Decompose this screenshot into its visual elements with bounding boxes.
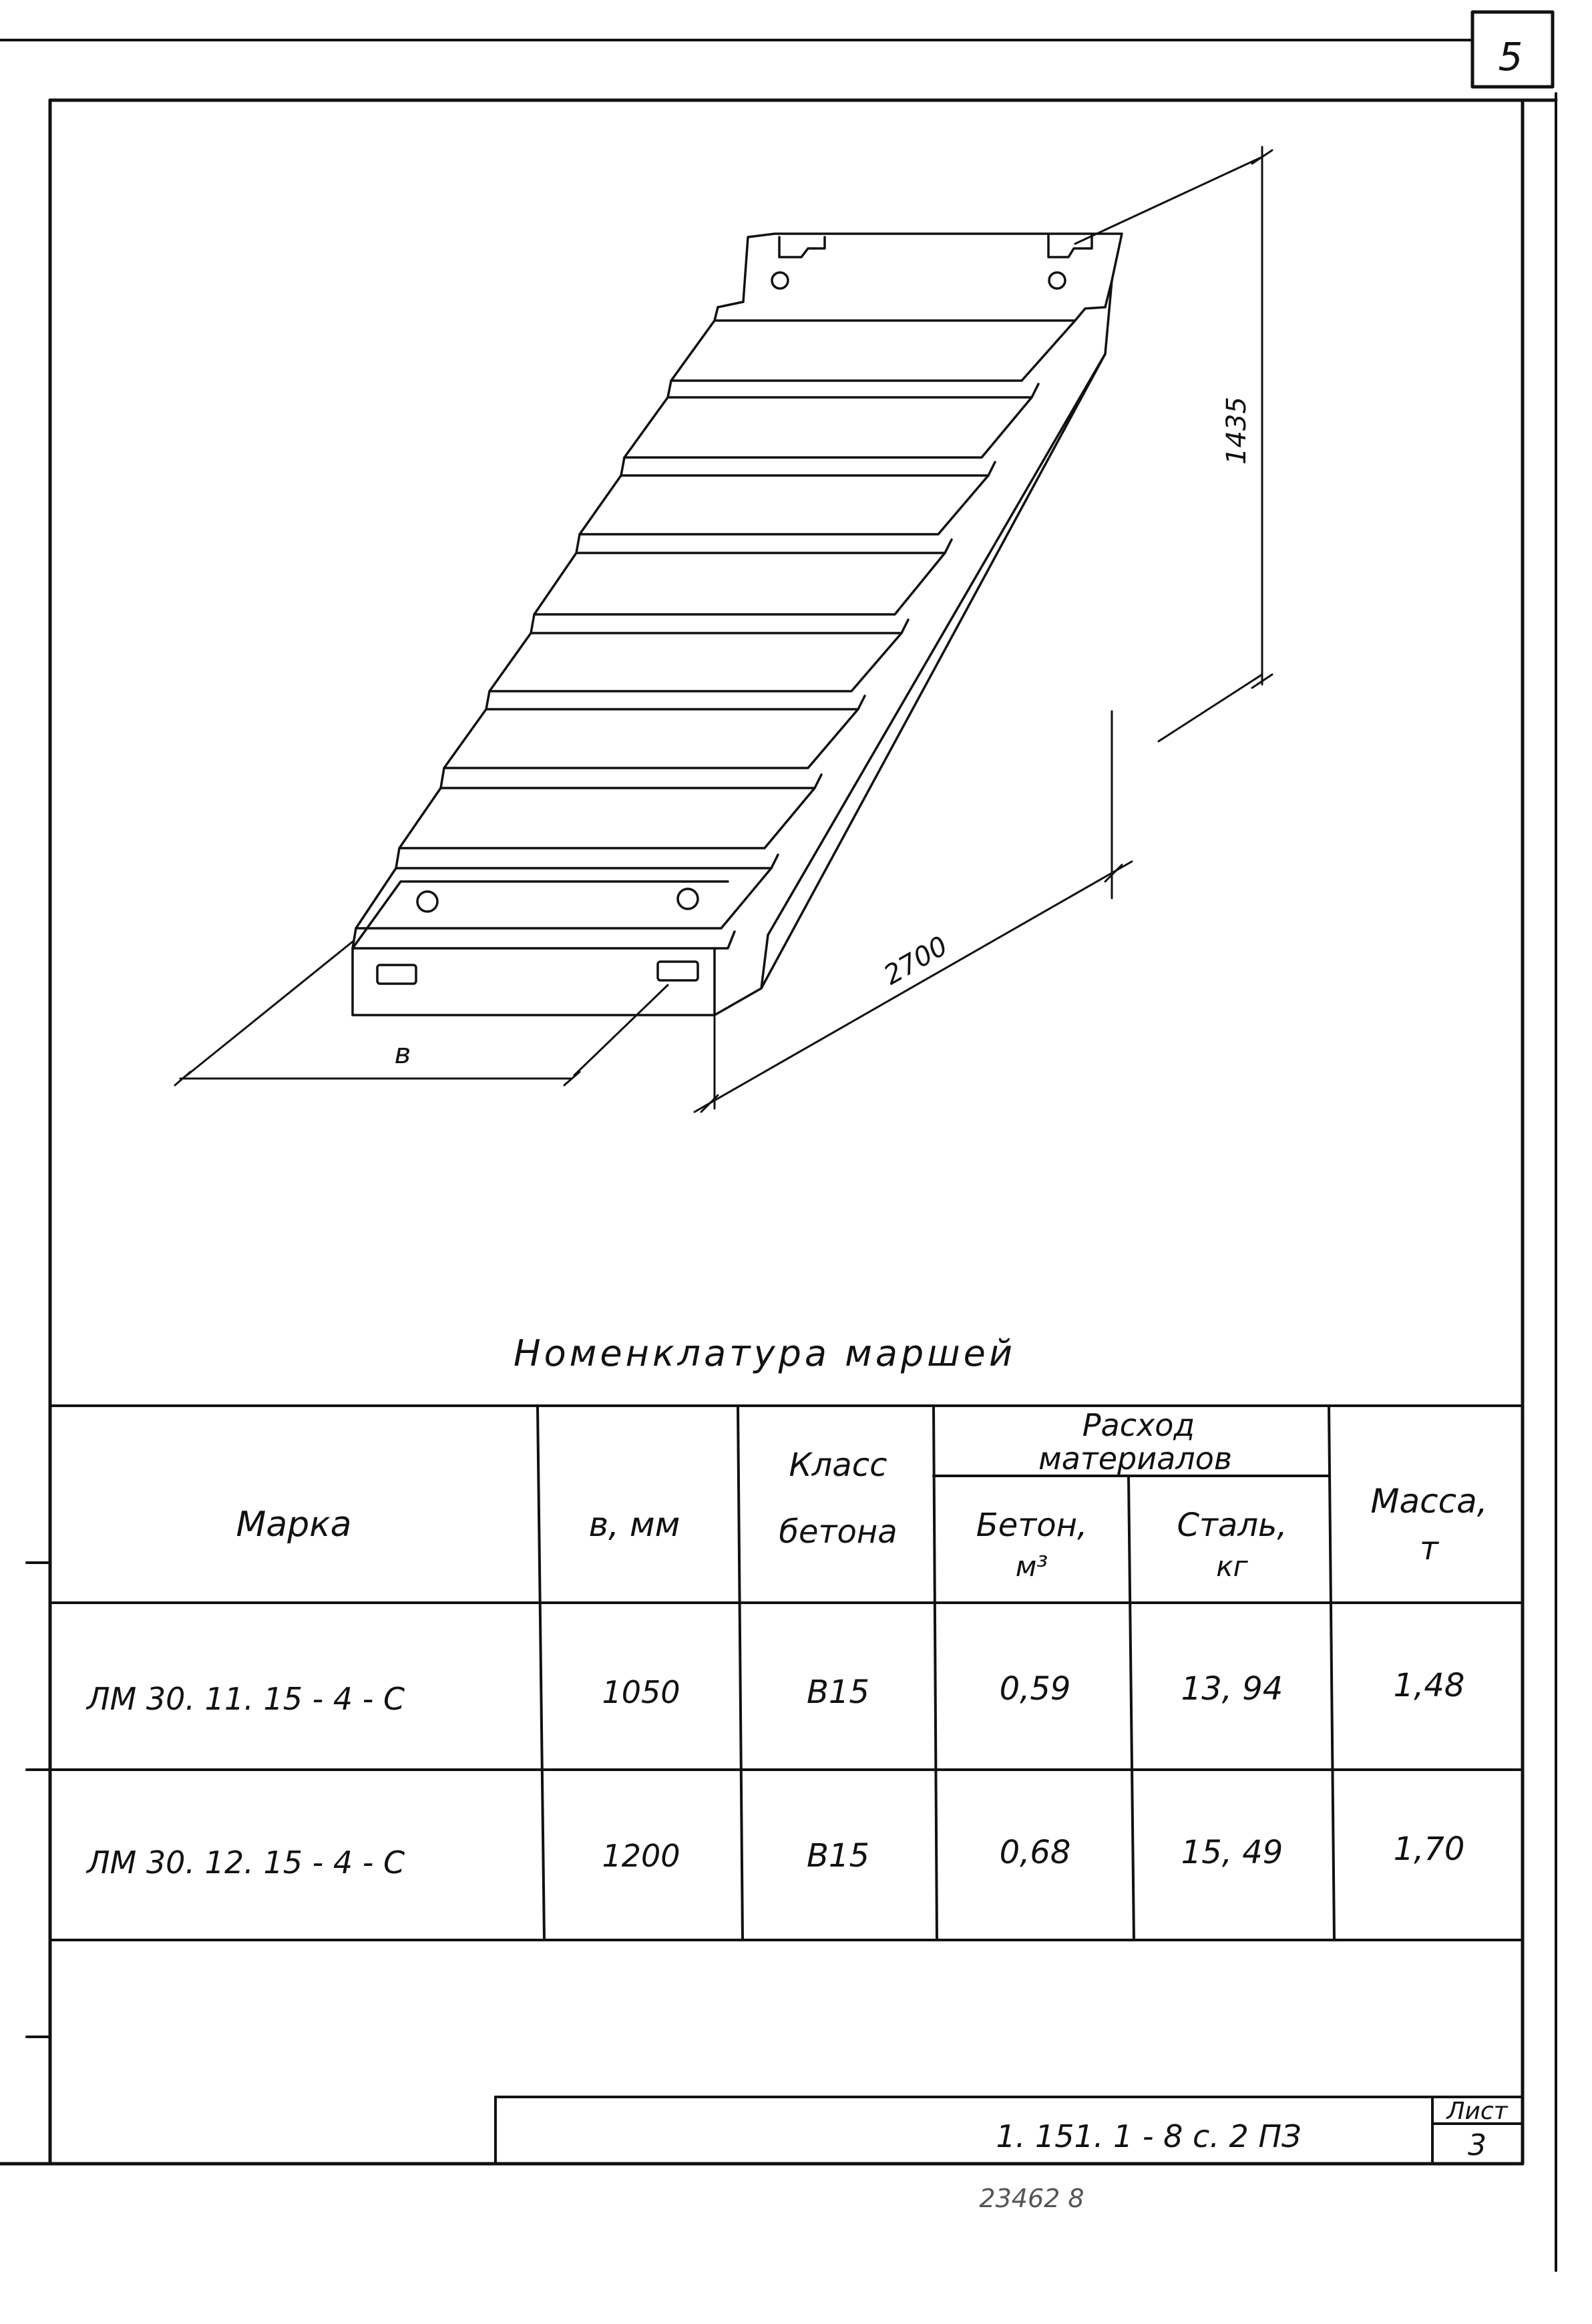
- step-1: [715, 307, 1105, 321]
- row-steel: 13, 94: [1181, 1670, 1283, 1708]
- row-concrete: 0,68: [999, 1834, 1071, 1871]
- bottom-landing: [353, 928, 735, 948]
- row-concrete: 0,59: [999, 1670, 1071, 1708]
- archive-note: 23462 8: [979, 2184, 1084, 2213]
- step-3: [621, 457, 995, 475]
- header-consumption-line2: материалов: [1038, 1440, 1232, 1477]
- stamp-sheet-value: 3: [1468, 2128, 1486, 2162]
- header-concrete-line1: Бетон,: [976, 1507, 1088, 1544]
- header-steel-line1: Сталь,: [1177, 1507, 1287, 1544]
- row-mass: 1,48: [1393, 1667, 1465, 1704]
- stringer: [768, 280, 1112, 935]
- dim-length-label: 2700: [878, 930, 954, 992]
- dim-width-label: в: [394, 1037, 411, 1070]
- stair-flight-drawing: [353, 234, 1122, 1015]
- table-row: [85, 1667, 1464, 1717]
- step-5: [531, 614, 908, 633]
- step-2: [668, 381, 1038, 397]
- table-row: [85, 1830, 1464, 1881]
- row-class: В15: [806, 1674, 870, 1711]
- stamp-sheet-label: Лист: [1446, 2098, 1508, 2125]
- header-steel-line2: кг: [1216, 1550, 1248, 1583]
- header-mass-line2: т: [1420, 1530, 1438, 1567]
- step-7: [441, 768, 821, 788]
- row-mark: ЛМ 30. 12. 15 - 4 - С: [87, 1845, 405, 1881]
- header-mark: Марка: [236, 1505, 352, 1545]
- row-mass: 1,70: [1393, 1830, 1465, 1868]
- table-title: Номенклатура маршей: [514, 1332, 1016, 1374]
- top-landing: [743, 234, 1122, 307]
- row-width: 1050: [602, 1674, 680, 1710]
- step-8: [396, 848, 778, 868]
- row-mark: ЛМ 30. 11. 15 - 4 - С: [87, 1681, 405, 1717]
- header-concrete-line2: м³: [1015, 1550, 1048, 1583]
- row-class: В15: [806, 1837, 870, 1875]
- step-4: [576, 534, 952, 553]
- row-width: 1200: [602, 1838, 680, 1874]
- table-header: [236, 1407, 1487, 1583]
- stamp-doc-code: 1. 151. 1 - 8 с. 2 ПЗ: [996, 2118, 1302, 2154]
- header-class-line1: Класс: [789, 1446, 887, 1484]
- dimension-lines: [175, 147, 1272, 1112]
- row-steel: 15, 49: [1181, 1834, 1283, 1871]
- header-mass-line1: Масса,: [1370, 1482, 1488, 1521]
- header-consumption-line1: Расход: [1082, 1407, 1195, 1443]
- step-6: [486, 691, 865, 709]
- header-class-line2: бетона: [779, 1513, 898, 1551]
- top-sheet-number: 5: [1498, 34, 1523, 79]
- dim-height-label: 1435: [1221, 397, 1252, 465]
- header-width: в, мм: [588, 1505, 680, 1544]
- sheet-frame: [0, 12, 1556, 2271]
